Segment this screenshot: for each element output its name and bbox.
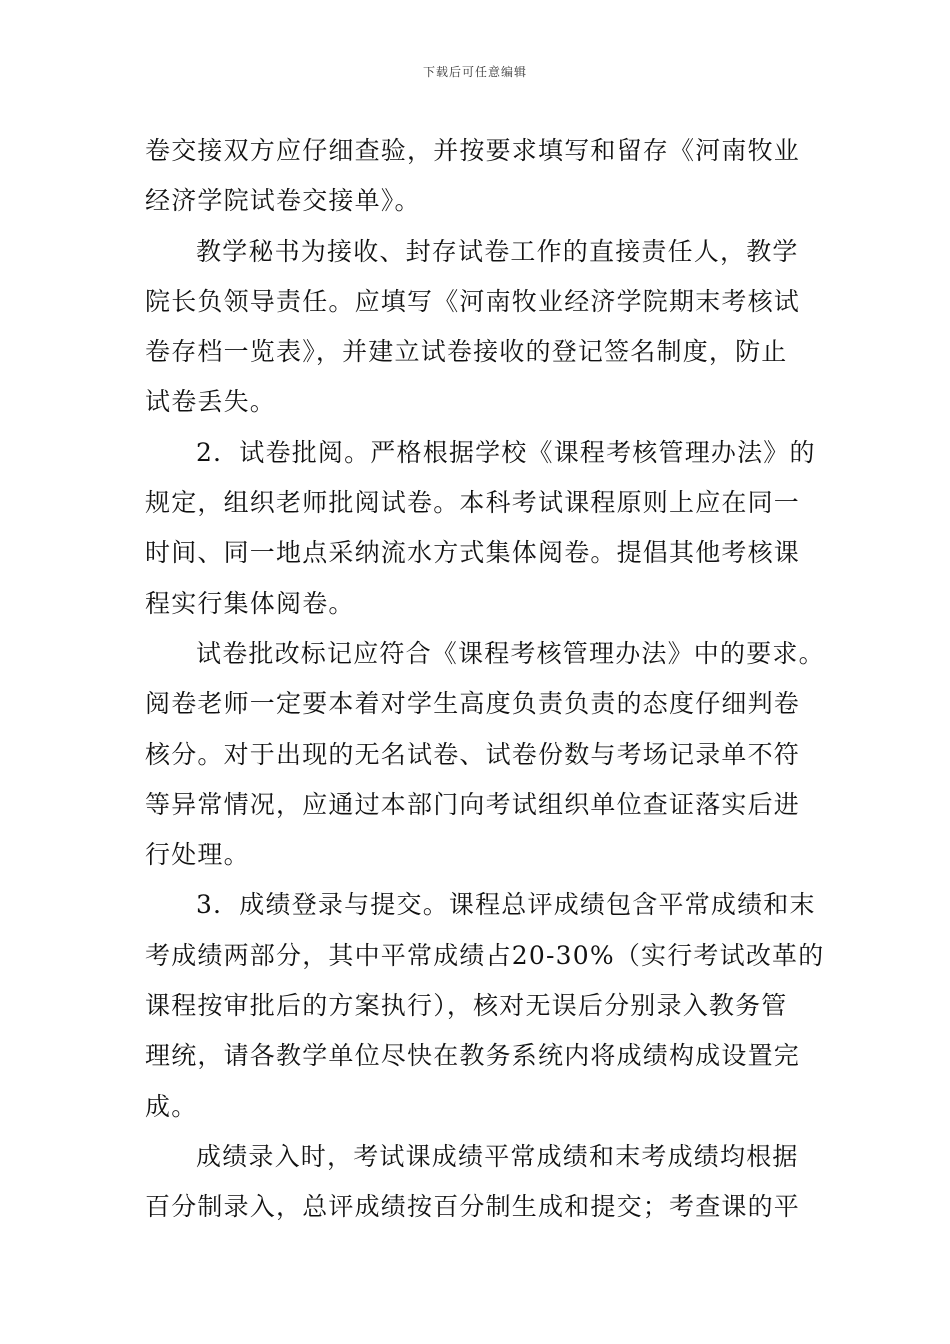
text-line: 行处理。 xyxy=(145,840,250,870)
text-line: 院长负领导责任。应填写《河南牧业经济学院期末考核试 xyxy=(145,286,801,316)
text-line: 课程按审批后的方案执行），核对无误后分别录入教务管 xyxy=(145,991,788,1021)
text-line: 理统，请各教学单位尽快在教务系统内将成绩构成设置完 xyxy=(145,1041,801,1071)
text-line: 程实行集体阅卷。 xyxy=(145,588,355,618)
text-line: 3．成绩登录与提交。课程总评成绩包含平常成绩和末 xyxy=(196,890,816,920)
text-line: 试卷丢失。 xyxy=(145,387,277,417)
text-line: 百分制录入，总评成绩按百分制生成和提交；考查课的平 xyxy=(145,1192,801,1222)
page-header: 下载后可任意编辑 xyxy=(422,65,527,79)
text-line: 等异常情况，应通过本部门向考试组织单位查证落实后进 xyxy=(145,789,801,819)
text-line: 时间、同一地点采纳流水方式集体阅卷。提倡其他考核课 xyxy=(145,538,801,568)
text-line: 教学秘书为接收、封存试卷工作的直接责任人，教学 xyxy=(196,236,799,266)
text-line: 规定，组织老师批阅试卷。本科考试课程原则上应在同一 xyxy=(145,488,801,518)
text-line: 考成绩两部分，其中平常成绩占20-30%（实行考试改革的 xyxy=(145,940,825,970)
text-line: 2．试卷批阅。严格根据学校《课程考核管理办法》的 xyxy=(196,437,816,467)
text-line: 成。 xyxy=(145,1091,198,1121)
text-line: 卷存档一览表》，并建立试卷接收的登记签名制度，防止 xyxy=(145,337,788,367)
text-line: 卷交接双方应仔细查验，并按要求填写和留存《河南牧业 xyxy=(145,136,801,165)
text-line: 阅卷老师一定要本着对学生高度负责负责的态度仔细判卷 xyxy=(145,689,801,719)
text-line: 核分。对于出现的无名试卷、试卷份数与考场记录单不符 xyxy=(145,739,801,769)
document-body xyxy=(145,126,825,1233)
text-line: 经济学院试卷交接单》。 xyxy=(145,186,421,216)
text-line: 成绩录入时，考试课成绩平常成绩和末考成绩均根据 xyxy=(196,1141,799,1171)
text-line: 试卷批改标记应符合《课程考核管理办法》中的要求。 xyxy=(196,638,825,668)
